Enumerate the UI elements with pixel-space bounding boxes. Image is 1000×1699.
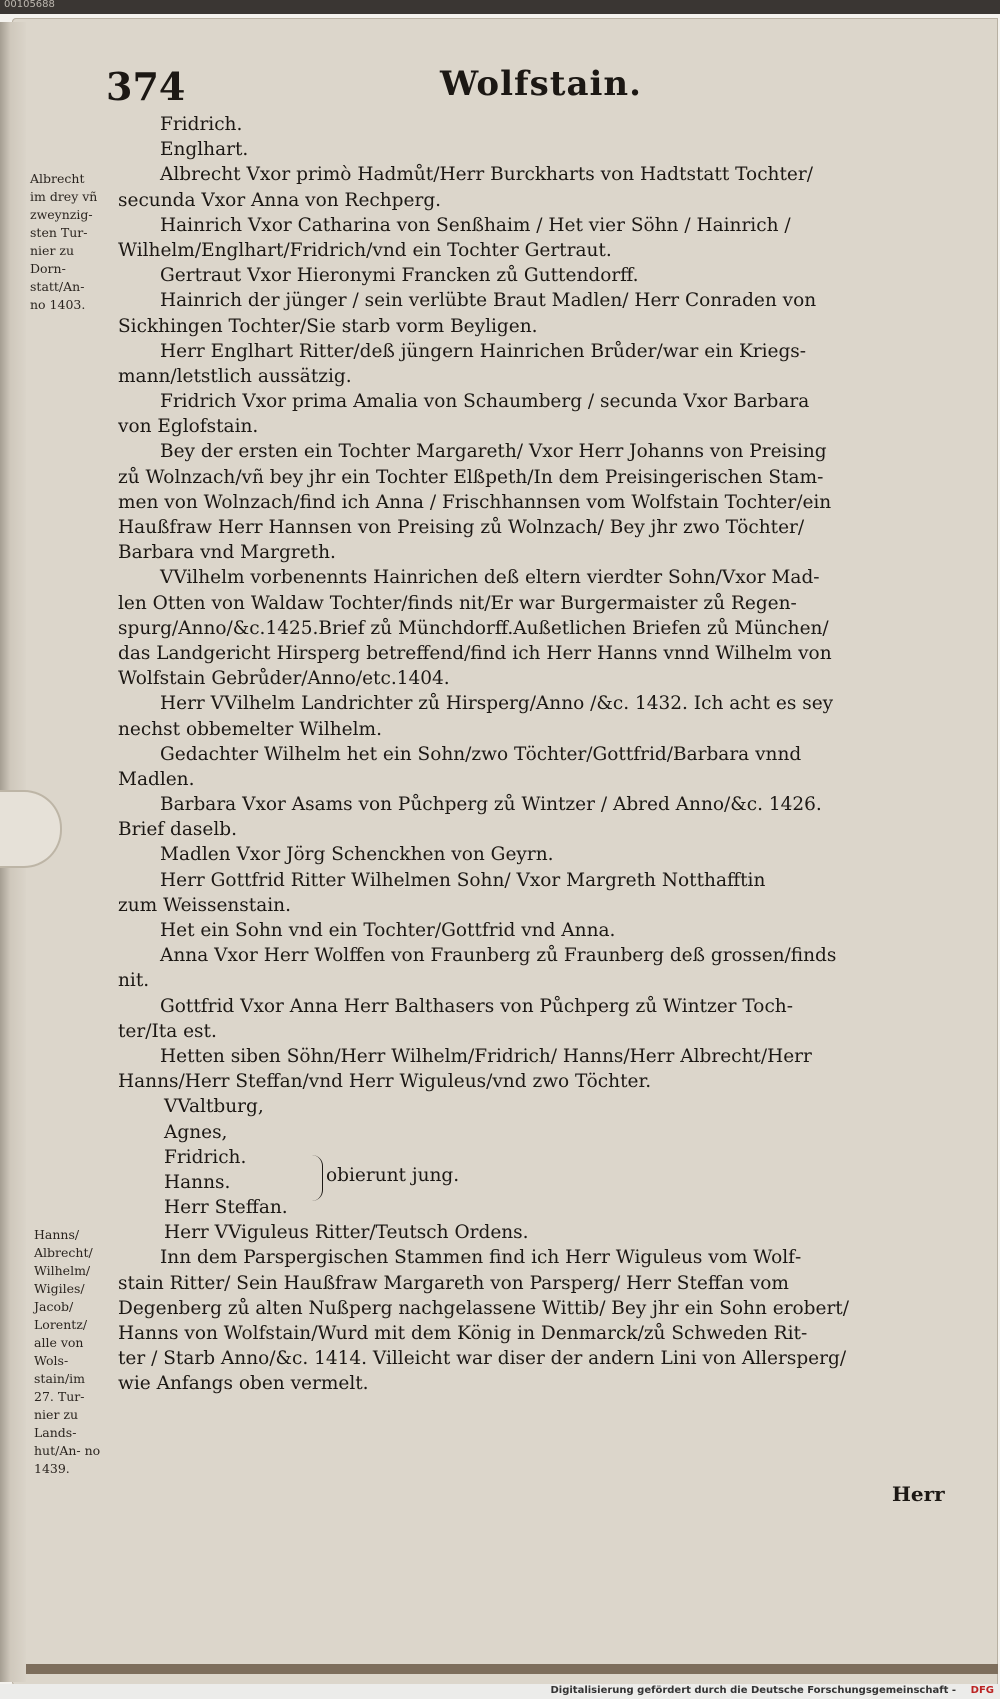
running-head: Wolfstain.	[440, 64, 642, 104]
text-line: wie Anfangs oben vermelt.	[118, 1373, 369, 1395]
text-line: Brief daselb.	[118, 819, 237, 841]
text-line: Herr Steffan.	[164, 1197, 288, 1219]
text-line: Wolfstain Gebrůder/Anno/etc.1404.	[118, 668, 450, 690]
text-line: Sickhingen Tochter/Sie starb vorm Beyligen.	[118, 315, 538, 337]
text-line: Degenberg zů alten Nußperg nachgelassene Wittib/ Bey jhr ein Sohn erobert/	[118, 1297, 849, 1319]
text-line: Fridrich Vxor prima Amalia von Schaumberg / secunda Vxor Barbara	[160, 391, 810, 413]
footer-bar	[0, 1684, 1000, 1699]
scan-top-strip	[0, 0, 1000, 14]
page-number: 374	[106, 64, 186, 109]
text-line: Agnes,	[164, 1121, 228, 1143]
body-text	[118, 112, 944, 1397]
text-line: len Otten von Waldaw Tochter/finds nit/Er war Burgermaister zů Regen‑	[118, 592, 797, 614]
text-line: Hetten siben Söhn/Herr Wilhelm/Fridrich/ Hanns/Herr Albrecht/Herr	[160, 1045, 812, 1067]
text-line: Het ein Sohn vnd ein Tochter/Gottfrid vnd Anna.	[160, 920, 616, 941]
text-line: von Eglofstain.	[118, 416, 259, 438]
text-line: Englhart.	[160, 139, 249, 161]
text-line: Gedachter Wilhelm het ein Sohn/zwo Töchter/Gottfrid/Barbara vnnd	[160, 743, 802, 765]
curly-brace	[312, 1155, 323, 1201]
text-line: Madlen Vxor Jörg Schenckhen von Geyrn.	[160, 844, 554, 866]
text-line: Fridrich.	[160, 114, 243, 135]
text-line: zů Wolnzach/vñ bey jhr ein Tochter Elßpeth/In dem Preisingerischen Stam‑	[118, 466, 824, 488]
text-line: Herr VVilhelm Landrichter zů Hirsperg/Anno /&c. 1432. Ich acht es sey	[160, 693, 834, 715]
text-line: Fridrich.	[164, 1146, 247, 1168]
text-line: Gertraut Vxor Hieronymi Francken zů Guttendorff.	[160, 265, 639, 287]
text-line: Anna Vxor Herr Wolffen von Fraunberg zů Fraunberg deß grossen/finds	[160, 945, 837, 967]
text-line: Hanns/Herr Steffan/vnd Herr Wiguleus/vnd zwo Töchter.	[118, 1071, 652, 1093]
text-line: das Landgericht Hirsperg betreffend/find ich Herr Hanns vnnd Wilhelm von	[118, 642, 832, 664]
text-line: spurg/Anno/&c.1425.Brief zů Münchdorff.Außetlichen Briefen zů München/	[118, 617, 829, 639]
text-line: Albrecht Vxor primò Hadmůt/Herr Burckharts von Hadtstatt Tochter/	[160, 164, 813, 186]
text-line: stain Ritter/ Sein Haußfraw Margareth von Parsperg/ Herr Steffan vom	[118, 1272, 789, 1294]
text-line: Herr VViguleus Ritter/Teutsch Ordens.	[164, 1222, 529, 1244]
text-line: nechst obbemelter Wilhelm.	[118, 718, 382, 740]
text-line: Bey der ersten ein Tochter Margareth/ Vxor Herr Johanns von Preising	[160, 441, 827, 463]
text-line: Gottfrid Vxor Anna Herr Balthasers von Půchperg zů Wintzer Toch‑	[160, 995, 793, 1017]
scan-id: 00105688	[4, 0, 55, 10]
text-line: VVilhelm vorbenennts Hainrichen deß eltern vierdter Sohn/Vxor Mad‑	[160, 567, 820, 589]
text-line: zum Weissenstain.	[118, 894, 291, 916]
text-line: secunda Vxor Anna von Rechperg.	[118, 189, 442, 211]
text-line: Madlen.	[118, 768, 195, 790]
text-line: Haußfraw Herr Hannsen von Preising zů Wolnzach/ Bey jhr zwo Töchter/	[118, 517, 805, 538]
text-line: Wilhelm/Englhart/Fridrich/vnd ein Tochter Gertraut.	[118, 239, 612, 261]
text-line: ter / Starb Anno/&c. 1414. Villeicht war diser der andern Lini von Allersperg/	[118, 1348, 847, 1370]
text-line: Hanns von Wolfstain/Wurd mit dem König in Denmarck/zů Schweden Rit‑	[118, 1323, 808, 1344]
text-line: Hainrich Vxor Catharina von Senßhaim / Het vier Söhn / Hainrich /	[160, 214, 791, 236]
side-note-1: Albrecht im drey vñ zweynzig‑ sten Tur‑ nier zu Dorn‑ statt/An‑ no 1403.	[30, 171, 98, 312]
text-line: mann/letstlich aussätzig.	[118, 365, 352, 387]
catchword: Herr	[892, 1482, 945, 1506]
footer-text: Digitalisierung gefördert durch die Deutsche Forschungsgemeinschaft -	[550, 1685, 956, 1696]
text-line: Herr Gottfrid Ritter Wilhelmen Sohn/ Vxor Margreth Notthafftin	[160, 869, 766, 891]
text-line: Barbara vnd Margreth.	[118, 542, 336, 564]
text-line: Barbara Vxor Asams von Půchperg zů Wintzer / Abred Anno/&c. 1426.	[160, 794, 822, 816]
text-line: VValtburg,	[164, 1096, 264, 1118]
text-line: nit.	[118, 970, 150, 992]
text-line: Hanns.	[164, 1171, 231, 1193]
text-line: Inn dem Parspergischen Stammen find ich Herr Wiguleus vom Wolf‑	[160, 1247, 802, 1269]
side-note-2: Hanns/ Albrecht/ Wilhelm/ Wigiles/ Jacob/ Lorentz/ alle von Wols‑ stain/im 27. Tur‑ nier zu Lands‑ hut/An‑ no 1439.	[34, 1227, 101, 1476]
text-line: men von Wolnzach/find ich Anna / Frischhannsen vom Wolfstain Tochter/ein	[118, 491, 832, 513]
text-line: Herr Englhart Ritter/deß jüngern Hainrichen Brůder/war ein Kriegs‑	[160, 340, 807, 362]
brace-text: obierunt jung.	[326, 1165, 460, 1186]
text-line: ter/Ita est.	[118, 1020, 217, 1042]
dfg-logo: DFG	[970, 1685, 994, 1696]
text-line: Hainrich der jünger / sein verlübte Braut Madlen/ Herr Conraden von	[160, 290, 817, 312]
bottom-band	[26, 1664, 998, 1674]
